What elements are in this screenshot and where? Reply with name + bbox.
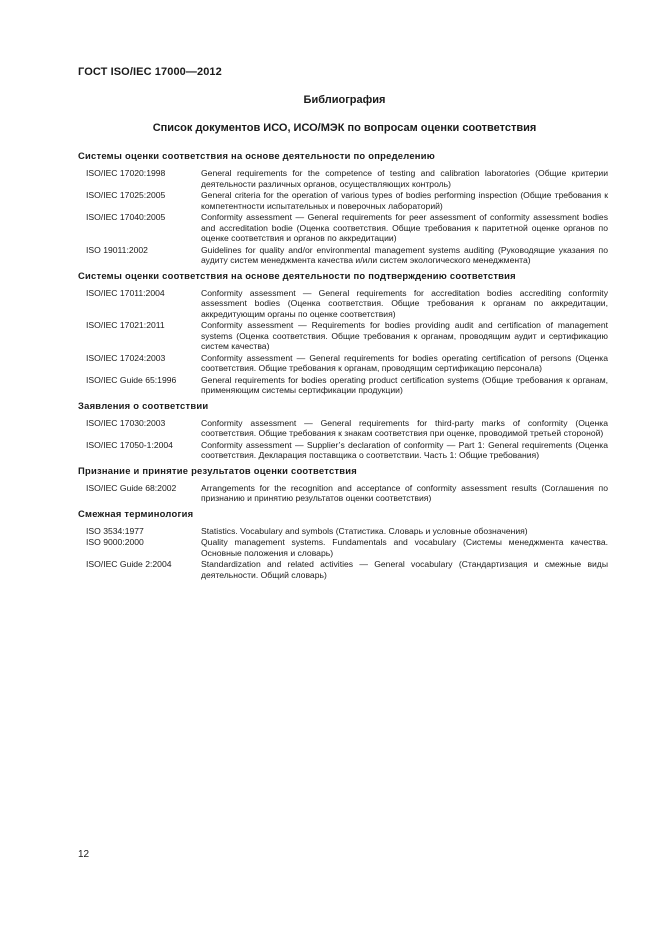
bibliography-entry [78, 353, 608, 374]
entry-title: General requirements for bodies operating product certification systems (Общие требования к органам, применяющим системы сертификации продукции) [201, 374, 608, 395]
section-heading: Системы оценки соответствия на основе деятельности по определению [78, 150, 435, 161]
entry-code: ISO 3534:1977 [86, 525, 144, 536]
entry-code: ISO/IEC Guide 2:2004 [86, 559, 172, 569]
entry-code: ISO/IEC 17011:2004 [86, 287, 165, 298]
section-entries [78, 483, 608, 504]
entry-code: ISO/IEC 17020:1998 [86, 168, 166, 178]
entry-title: Arrangements for the recognition and acceptance of conformity assessment results (Соглашения по признанию и принятию результатов оценки соответствия) [201, 482, 608, 503]
section-entries [78, 288, 608, 396]
entry-code: ISO/IEC 17024:2003 [86, 352, 166, 363]
bibliography-entry [78, 212, 608, 244]
bibliography-entry [78, 537, 608, 558]
entry-title: Quality management systems. Fundamentals and vocabulary (Системы менеджмента качества. Основные положения и словарь) [201, 537, 608, 558]
bibliography-entry [78, 245, 608, 266]
bibliography-entry [78, 190, 608, 211]
section-heading: Системы оценки соответствия на основе деятельности по подтверждению соответствия [78, 269, 516, 281]
bibliography-title: Библиография [303, 94, 386, 106]
bibliography-entry [78, 168, 608, 189]
bibliography-entry [78, 559, 608, 580]
entry-title: Guidelines for quality and/or environmental management systems auditing (Руководящие указания по аудиту систем менеджмента качества и/или систем экологического менеджмента) [201, 244, 608, 265]
bibliography-sections [78, 150, 608, 584]
section-entries [78, 526, 608, 581]
entry-code: ISO/IEC Guide 68:2002 [86, 482, 177, 493]
entry-title: General requirements for the competence of testing and calibration laboratories (Общие критерии деятельности различных органов, осуществляющих контроль) [201, 168, 608, 189]
section-entries [78, 418, 608, 461]
entry-title: Conformity assessment — General requirements for third-party marks of conformity (Оценка соответствия. Общие требования к знакам соответствия при оценке, проводимой третьей стороной) [201, 417, 608, 438]
entry-title: General criteria for the operation of various types of bodies performing inspection (Общие требования к компетентности испытательных и поверочных лабораторий) [201, 190, 608, 211]
entry-code: ISO/IEC 17030:2003 [86, 417, 166, 428]
section-heading: Смежная терминология [78, 507, 194, 519]
entry-code: ISO 9000:2000 [86, 537, 144, 547]
entry-title: Standardization and related activities — General vocabulary (Стандартизация и смежные виды деятельности. Общий словарь) [201, 559, 608, 580]
entry-code: ISO/IEC 17021:2011 [86, 320, 165, 330]
entry-code: ISO/IEC 17025:2005 [86, 190, 166, 200]
section-heading: Признание и принятие результатов оценки соответствия [78, 464, 358, 476]
section-entries [78, 168, 608, 266]
entry-title: Conformity assessment — General requirements for bodies operating certification of persons (Оценка соответствия. Общие требования к органам, проводящим сертификацию персонала) [201, 352, 608, 373]
bibliography-subtitle: Список документов ИСО, ИСО/МЭК по вопросам оценки соответствия [152, 122, 537, 134]
bibliography-entry [78, 418, 608, 439]
bibliography-entry [78, 526, 608, 537]
document-code: ГОСТ ISO/IEC 17000—2012 [78, 66, 222, 78]
bibliography-entry [78, 288, 608, 320]
entry-code: ISO/IEC 17040:2005 [86, 212, 166, 222]
entry-title: Statistics. Vocabulary and symbols (Статистика. Словарь и условные обозначения) [201, 525, 528, 536]
entry-code: ISO 19011:2002 [86, 244, 148, 255]
entry-code: ISO/IEC 17050-1:2004 [86, 439, 173, 450]
bibliography-entry [78, 320, 608, 352]
entry-title: Conformity assessment — Supplier’s declaration of conformity — Part 1: General requirements (Оценка соответствия. Декларация поставщика о соответствии. Часть 1: Общие требования) [201, 439, 608, 460]
page-number: 12 [78, 849, 90, 860]
section-heading: Заявления о соответствии [78, 399, 209, 411]
entry-title: Conformity assessment — General requirements for peer assessment of conformity assessment bodies and accreditation bodie (Оценка соответствия. Общие требования к паритетной оценке органов по оценке соответствия и органов по аккредитации) [201, 212, 608, 243]
entry-title: Conformity assessment — Requirements for bodies providing audit and certification of management systems (Оценка соответствия. Общие требования к органам, проводящим аудит и сертификацию систем качества) [201, 320, 608, 351]
entry-code: ISO/IEC Guide 65:1996 [86, 374, 177, 385]
bibliography-entry [78, 375, 608, 396]
bibliography-entry [78, 440, 608, 461]
bibliography-entry [78, 483, 608, 504]
entry-title: Conformity assessment — General requirements for accreditation bodies accrediting conformity assessment bodies (Оценка соответствия. Общие требования к органам по аккредитации, аккредитующим органы по оценке соответствия) [201, 287, 608, 319]
